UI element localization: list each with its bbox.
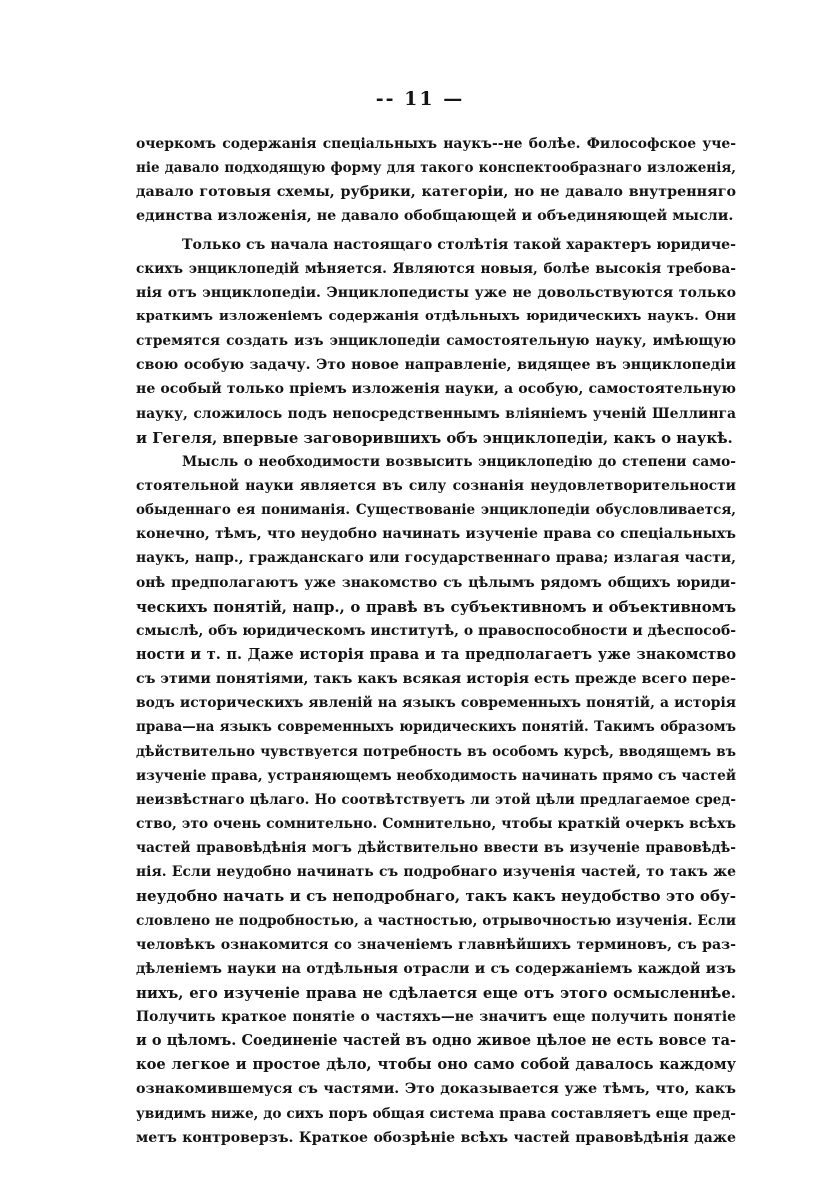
- text-line: изученіе права, устраняющемъ необходимость начинать прямо съ частей: [136, 767, 736, 784]
- text-line: Получить краткое понятіе о частяхъ—не значитъ еще получить понятіе: [136, 1009, 736, 1026]
- text-line: дѣйствительно чувствуется потребность въ особомъ курсѣ, вводящемъ въ: [136, 743, 736, 760]
- text-line: неизвѣстнаго цѣлаго. Но соотвѣтствуетъ ли этой цѣли предлагаемое сред-: [136, 791, 736, 808]
- text-line: свою особую задачу. Это новое направленіе, видящее въ энциклопедіи: [136, 357, 736, 374]
- text-line: науку, сложилось подъ непосредственнымъ вліяніемъ ученій Шеллинга: [136, 405, 736, 422]
- page-number: -- 11 —: [375, 88, 465, 110]
- text-line: очеркомъ содержанія спеціальныхъ наукъ--не болѣе. Философское уче-: [136, 136, 736, 152]
- text-line: давало готовыя схемы, рубрики, категоріи, но не давало внутренняго: [136, 184, 736, 201]
- text-line: стоятельной науки является въ силу сознанія неудовлетворительности: [136, 477, 736, 494]
- text-line: ности и т. п. Даже исторія права и та предполагаетъ уже знакомство: [136, 645, 736, 663]
- text-line: водъ историческихъ явленій на языкъ современныхъ понятій, а исторія: [136, 695, 736, 712]
- text-line: обыденнаго ея пониманія. Существованіе энциклопедіи обусловливается,: [136, 502, 736, 519]
- text-line: частей правовѣдѣнія могъ дѣйствительно ввести въ изученіе правовѣдѣ-: [136, 840, 736, 857]
- paragraph-first-line: Мысль о необходимости возвысить энциклопедію до степени само-: [182, 453, 736, 470]
- text-line: нія отъ энциклопедіи. Энциклопедисты уже не довольствуются только: [136, 284, 736, 301]
- text-line: конечно, тѣмъ, что неудобно начинать изученіе права со спеціальныхъ: [136, 526, 736, 543]
- text-line: нія. Если неудобно начинать съ подробнаго изученія частей, то такъ же: [136, 864, 736, 881]
- text-line: дѣленіемъ науки на отдѣльныя отрасли и съ содержаніемъ каждой изъ: [136, 960, 736, 977]
- paragraph-first-line: Только съ начала настоящаго столѣтія такой характеръ юридиче-: [182, 236, 736, 253]
- text-line: наукъ, напр., гражданскаго или государственнаго права; излагая части,: [136, 550, 736, 567]
- text-line: и Гегеля, впервые заговорившихъ объ энциклопедіи, какъ о наукѣ.: [136, 428, 733, 447]
- text-line: увидимъ ниже, до сихъ поръ общая система права составляетъ еще пред-: [136, 1105, 736, 1122]
- text-line: стремятся создать изъ энциклопедіи самостоятельную науку, имѣющую: [136, 333, 736, 350]
- text-line: ніе давало подходящую форму для такого конспектообразнаго изложенія,: [136, 160, 736, 177]
- text-line: ознакомившемуся съ частями. Это доказывается уже тѣмъ, что, какъ: [136, 1081, 736, 1098]
- text-line: ческихъ понятій, напр., о правѣ въ субъективномъ и объективномъ: [136, 597, 736, 616]
- text-line: не особый только пріемъ изложенія науки, а особую, самостоятельную: [136, 381, 736, 398]
- body-text: [136, 132, 736, 1150]
- text-line: смыслѣ, объ юридическомъ институтѣ, о правоспособности и дѣеспособ-: [136, 622, 736, 639]
- text-line: нихъ, его изученіе права не сдѣлается еще отъ этого осмысленнѣе.: [136, 983, 736, 1002]
- text-line: онѣ предполагаютъ уже знакомство съ цѣлымъ рядомъ общихъ юриди-: [136, 574, 736, 591]
- text-line: ство, это очень сомнительно. Сомнительно, чтобы краткій очеркъ всѣхъ: [136, 815, 736, 832]
- text-line: права—на языкъ современныхъ юридическихъ понятій. Такимъ образомъ: [136, 719, 736, 736]
- text-line: человѣкъ ознакомится со значеніемъ главнѣйшихъ терминовъ, съ раз-: [136, 936, 736, 953]
- text-line: и о цѣломъ. Соединеніе частей въ одно живое цѣлое не есть вовсе та-: [136, 1032, 736, 1050]
- text-line: скихъ энциклопедій мѣняется. Являются новыя, болѣе высокія требова-: [136, 260, 736, 277]
- text-line: съ этими понятіями, такъ какъ всякая исторія есть прежде всего пере-: [136, 671, 736, 688]
- text-line: метъ контроверзъ. Краткое обозрѣніе всѣхъ частей правовѣдѣнія даже: [136, 1129, 736, 1146]
- text-line: неудобно начать и съ неподробнаго, такъ какъ неудобство это обу-: [136, 887, 736, 906]
- text-line: словлено не подробностью, а частностью, отрывочностью изученія. Если: [136, 912, 736, 929]
- text-line: краткимъ изложеніемъ содержанія отдѣльныхъ юридическихъ наукъ. Они: [136, 308, 736, 324]
- text-line: кое легкое и простое дѣло, чтобы оно само собой давалось каждому: [136, 1056, 736, 1074]
- text-line: единства изложенія, не давало обобщающей и объединяющей мысли.: [136, 208, 734, 225]
